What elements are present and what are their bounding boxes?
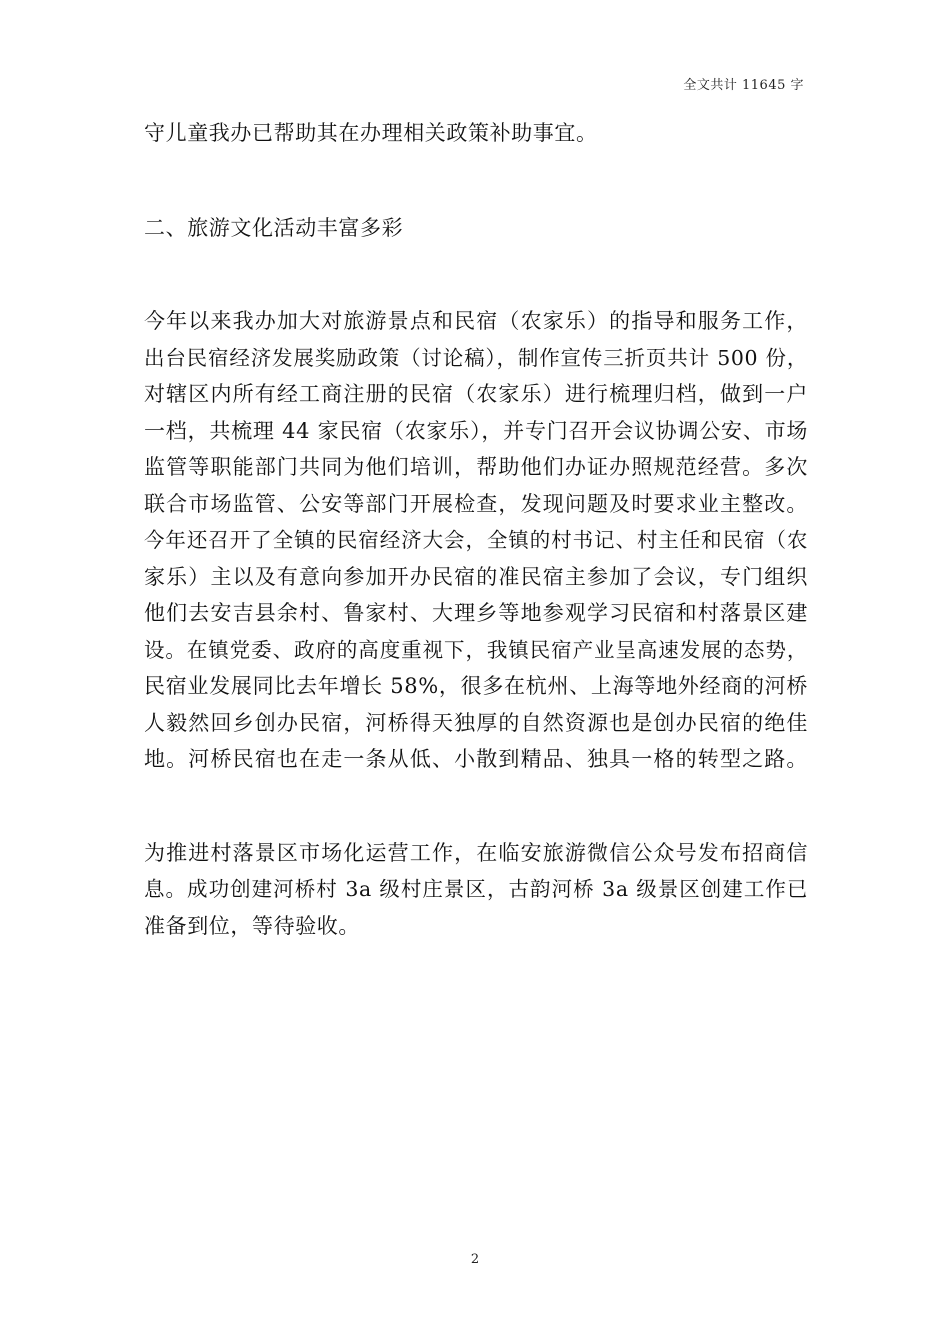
paragraph-line: 今年还召开了全镇的民宿经济大会，全镇的村书记、村主任和民宿（农	[144, 528, 808, 552]
page-number: 2	[470, 1252, 480, 1267]
paragraph-gap	[144, 246, 808, 303]
paragraph-line: 家乐）主以及有意向参加开办民宿的准民宿主参加了会议，专门组织	[144, 564, 808, 589]
paragraph-line: 准备到位，等待验收。	[144, 913, 360, 938]
paragraph-line: 守儿童我办已帮助其在办理相关政策补助事宜。	[144, 121, 598, 145]
paragraph-line: 为推进村落景区市场化运营工作，在临安旅游微信公众号发布招商信	[144, 840, 808, 865]
paragraph-line: 出台民宿经济发展奖励政策（讨论稿），制作宣传三折页共计 500 份，	[144, 345, 808, 370]
paragraph-line: 监管等职能部门共同为他们培训，帮助他们办证办照规范经营。多次	[144, 455, 808, 479]
paragraph-line: 他们去安吉县余村、鲁家村、大理乡等地参观学习民宿和村落景区建	[144, 601, 808, 625]
paragraph-line: 地。河桥民宿也在走一条从低、小散到精品、独具一格的转型之路。	[144, 747, 808, 771]
paragraph-gap	[144, 778, 808, 835]
paragraph-line: 对辖区内所有经工商注册的民宿（农家乐）进行梳理归档，做到一户	[144, 382, 808, 406]
paragraph-line: 民宿业发展同比去年增长 58%，很多在杭州、上海等地外经商的河桥	[144, 674, 808, 698]
paragraph-line: 今年以来我办加大对旅游景点和民宿（农家乐）的指导和服务工作，	[144, 309, 808, 333]
word-count-header: 全文共计 11645 字	[683, 78, 804, 93]
paragraph-tourism	[144, 303, 808, 778]
section-heading: 二、旅游文化活动丰富多彩	[144, 215, 404, 240]
paragraph-scenic-area	[144, 835, 808, 945]
paragraph-gap	[144, 152, 808, 210]
document-body	[144, 115, 808, 944]
paragraph-line: 息。成功创建河桥村 3a 级村庄景区，古韵河桥 3a 级景区创建工作已	[144, 877, 808, 901]
paragraph-line: 设。在镇党委、政府的高度重视下，我镇民宿产业呈高速发展的态势，	[144, 637, 808, 662]
paragraph-line: 人毅然回乡创办民宿，河桥得天独厚的自然资源也是创办民宿的绝佳	[144, 710, 808, 735]
paragraph-line: 一档，共梳理 44 家民宿（农家乐），并专门召开会议协调公安、市场	[144, 418, 808, 443]
paragraph-line: 联合市场监管、公安等部门开展检查，发现问题及时要求业主整改。	[144, 491, 808, 516]
